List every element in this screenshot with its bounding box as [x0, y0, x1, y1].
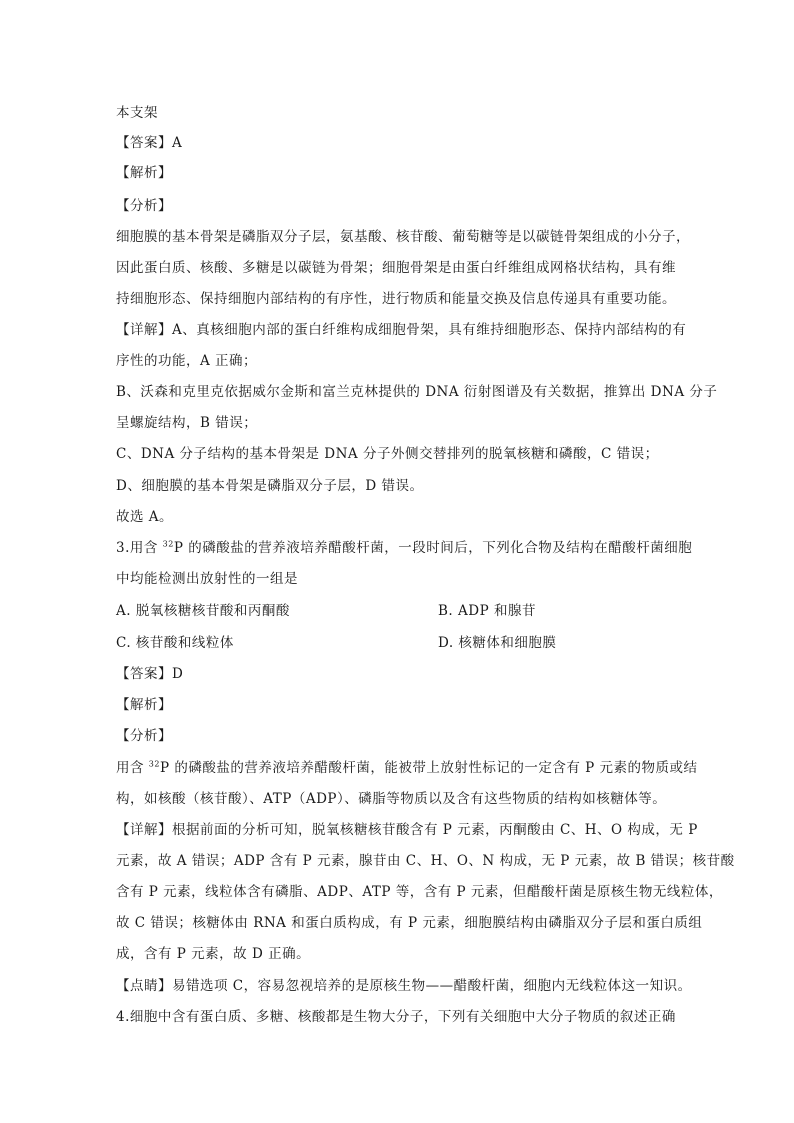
question-3-stem — [116, 538, 694, 558]
fenxi-line — [116, 758, 698, 778]
fenxi-rest: P 的磷酸盐的营养液培养醋酸杆菌，能被带上放射性标记的一定含有 P 元素的物质或结 — [159, 760, 698, 776]
text-line: 持细胞形态、保持细胞内部结构的有序性，进行物质和能量交换及信息传递具有重要功能。 — [116, 291, 676, 307]
text-line: 呈螺旋结构，B 错误； — [116, 415, 258, 431]
text-line: 细胞膜的基本骨架是磷脂双分子层，氨基酸、核苷酸、葡萄糖等是以碳链骨架组成的小分子， — [116, 229, 690, 245]
text-line: 序性的功能，A 正确； — [116, 353, 258, 369]
text-line: D、细胞膜的基本骨架是磷脂双分子层，D 错误。 — [116, 478, 424, 494]
answer-label: 【答案】D — [116, 666, 184, 682]
option-d: D. 核糖体和细胞膜 — [438, 635, 557, 651]
detail-line: 【详解】根据前面的分析可知，脱氧核糖核苷酸含有 P 元素，丙酮酸由 C、H、O 构成，无 P — [116, 822, 698, 838]
text-line: 本支架 — [116, 105, 158, 121]
detail-line: 含有 P 元素，线粒体含有磷脂、ADP、ATP 等，含有 P 元素，但醋酸杆菌是原核生物无线粒体， — [116, 884, 723, 900]
question-3-stem-line2: 中均能检测出放射性的一组是 — [116, 571, 298, 587]
fenxi-prefix: 用含 — [116, 760, 149, 776]
fenxi-line: 构，如核酸（核苷酸）、ATP（ADP）、磷脂等物质以及含有这些物质的结构如核糖体等。 — [116, 791, 667, 807]
stem-rest: P 的磷酸盐的营养液培养醋酸杆菌，一段时间后，下列化合物及结构在醋酸杆菌细胞 — [173, 540, 693, 556]
detail-line: 故 C 错误；核糖体由 RNA 和蛋白质构成，有 P 元素，细胞膜结构由磷脂双分子层和蛋白质组 — [116, 915, 703, 931]
detail-line: 成，含有 P 元素，故 D 正确。 — [116, 946, 311, 962]
question-4-stem: 4.细胞中含有蛋白质、多糖、核酸都是生物大分子，下列有关细胞中大分子物质的叙述正确 — [116, 1009, 676, 1025]
option-a: A. 脱氧核糖核苷酸和丙酮酸 — [116, 603, 290, 619]
stem-prefix: 3.用含 — [116, 540, 163, 556]
text-line: C、DNA 分子结构的基本骨架是 DNA 分子外侧交替排列的脱氧核糖和磷酸，C 错误； — [116, 446, 659, 462]
text-line: B、沃森和克里克依据威尔金斯和富兰克林提供的 DNA 衍射图谱及有关数据，推算出 DNA 分子 — [116, 384, 718, 400]
detail-line: 元素，故 A 错误；ADP 含有 P 元素，腺苷由 C、H、O、N 构成，无 P 元素，故 B 错误；核苷酸 — [116, 853, 735, 869]
fenxi-heading: 【分析】 — [116, 198, 172, 214]
text-line: 因此蛋白质、核酸、多糖是以碳链为骨架；细胞骨架是由蛋白纤维组成网格状结构，具有维 — [116, 260, 676, 276]
analysis-heading: 【解析】 — [116, 697, 172, 713]
conclusion-line: 故选 A。 — [116, 509, 174, 525]
analysis-heading: 【解析】 — [116, 165, 172, 181]
isotope-superscript: 32 — [148, 759, 160, 769]
fenxi-heading: 【分析】 — [116, 728, 172, 744]
key-point-line: 【点睛】易错选项 C，容易忽视培养的是原核生物——醋酸杆菌，细胞内无线粒体这一知识。 — [116, 978, 692, 994]
answer-label: 【答案】A — [116, 135, 183, 151]
option-b: B. ADP 和腺苷 — [438, 603, 536, 619]
option-c: C. 核苷酸和线粒体 — [116, 635, 234, 651]
detail-line: 【详解】A、真核细胞内部的蛋白纤维构成细胞骨架，具有维持细胞形态、保持内部结构的有 — [116, 322, 687, 338]
isotope-superscript: 32 — [162, 539, 174, 549]
